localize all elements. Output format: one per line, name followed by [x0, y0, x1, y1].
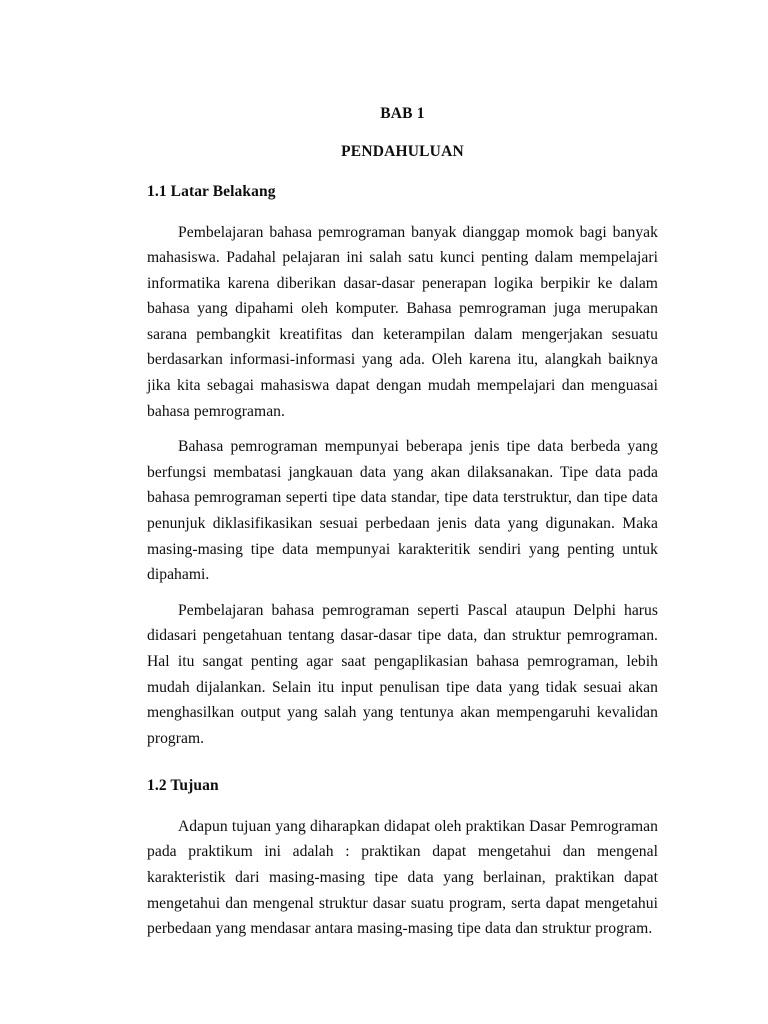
paragraph: Pembelajaran bahasa pemrograman seperti Pascal ataupun Delphi harus didasari pengetahuan tentang dasar-dasar tipe data, dan struktur pemrograman. Hal itu sangat penting agar saat pengaplikasian bahasa pemrograman, lebih mudah dijalankan. Selain itu input penulisan tipe data yang tidak sesuai akan menghasilkan output yang salah yang tentunya akan mempengaruhi kevalidan program. [147, 601, 658, 747]
chapter-title-heading: PENDAHULUAN [341, 142, 464, 160]
paragraph: Bahasa pemrograman mempunyai beberapa jenis tipe data berbeda yang berfungsi membatasi jangkauan data yang akan dilaksanakan. Tipe data pada bahasa pemrograman seperti tipe data standar, tipe data terstruktur, dan tipe data penunjuk diklasifikasikan sesuai perbedaan jenis data yang digunakan. Maka masing-masing tipe data mempunyai karakteritik sendiri yang penting untuk dipahami. [147, 438, 658, 584]
paragraph: Adapun tujuan yang diharapkan didapat oleh praktikan Dasar Pemrograman pada praktikum ini adalah : praktikan dapat mengetahui dan mengenal karakteristik dari masing-masing tipe data yang berlainan, praktikan dapat mengetahui dan mengenal struktur dasar suatu program, serta dapat mengetahui perbedaan yang mendasar antara masing-masing tipe data dan struktur program. [147, 817, 658, 938]
chapter-number-heading: BAB 1 [380, 105, 425, 122]
section-heading-latar-belakang: 1.1 Latar Belakang [147, 183, 276, 200]
section-heading-tujuan: 1.2 Tujuan [147, 777, 219, 795]
paragraph: Pembelajaran bahasa pemrograman banyak dianggap momok bagi banyak mahasiswa. Padahal pelajaran ini salah satu kunci penting dalam mempelajari informatika karena diberikan dasar-dasar penerapan logika berpikir ke dalam bahasa yang dipahami oleh komputer. Bahasa pemrograman juga merupakan sarana pembangkit kreatifitas dan keterampilan dalam mengerjakan sesuatu berdasarkan informasi-informasi yang ada. Oleh karena itu, alangkah baiknya jika kita sebagai mahasiswa dapat dengan mudah mempelajari dan menguasai bahasa pemrograman. [147, 223, 658, 420]
page-content [147, 106, 658, 942]
